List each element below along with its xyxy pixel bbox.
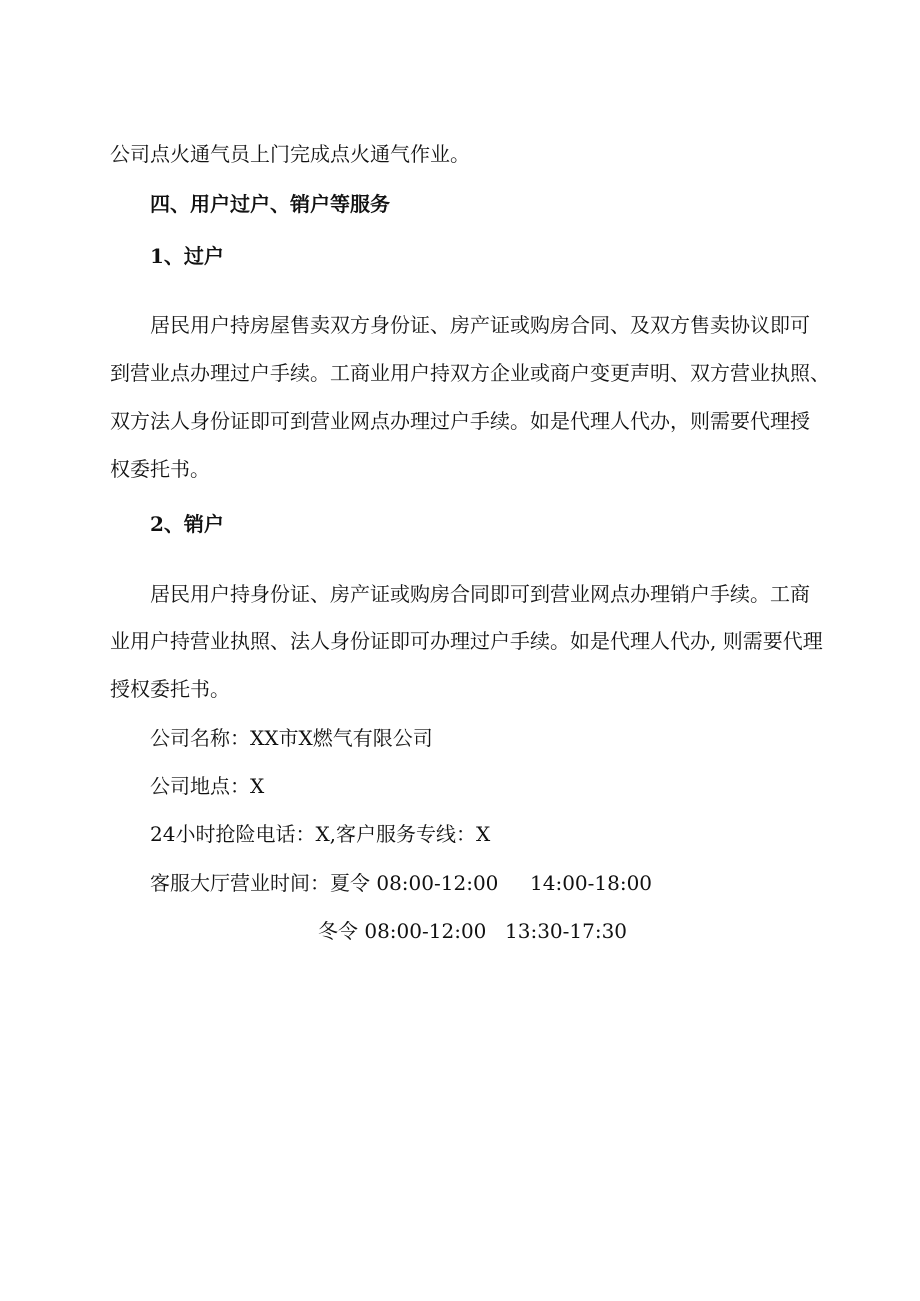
- company-address: 公司地点：X: [150, 774, 265, 798]
- transfer-paragraph-line: 权委托书。: [110, 457, 210, 481]
- company-name: 公司名称：XX市X燃气有限公司: [150, 726, 433, 750]
- cancel-paragraph-line: 授权委托书。: [110, 677, 230, 701]
- section-heading: 四、用户过户、销户等服务: [150, 192, 390, 216]
- cancel-paragraph-line: 居民用户持身份证、房产证或购房合同即可到营业网点办理销户手续。工商: [150, 582, 810, 606]
- hours-winter-morning: 冬令 08:00-12:00: [318, 919, 487, 943]
- transfer-paragraph-line: 居民用户持房屋售卖双方身份证、房产证或购房合同、及双方售卖协议即可: [150, 313, 810, 337]
- transfer-paragraph-line: 双方法人身份证即可到营业网点办理过户手续。如是代理人代办，则需要代理授: [110, 409, 810, 433]
- transfer-heading: 1、过户: [150, 244, 224, 268]
- cancel-paragraph-line: 业用户持营业执照、法人身份证即可办理过户手续。如是代理人代办, 则需要代理: [110, 629, 823, 653]
- hours-winter-afternoon: 13:30-17:30: [505, 919, 628, 943]
- transfer-paragraph-line: 到营业点办理过户手续。工商业用户持双方企业或商户变更声明、双方营业执照、: [110, 361, 830, 385]
- phone-numbers: 24小时抢险电话：X,客户服务专线：X: [150, 822, 491, 846]
- hours-summer-afternoon: 14:00-18:00: [530, 871, 653, 895]
- hours-summer-morning: 客服大厅营业时间：夏令 08:00-12:00: [150, 871, 499, 895]
- cancel-heading: 2、销户: [150, 512, 224, 536]
- continuation-text: 公司点火通气员上门完成点火通气作业。: [110, 142, 470, 166]
